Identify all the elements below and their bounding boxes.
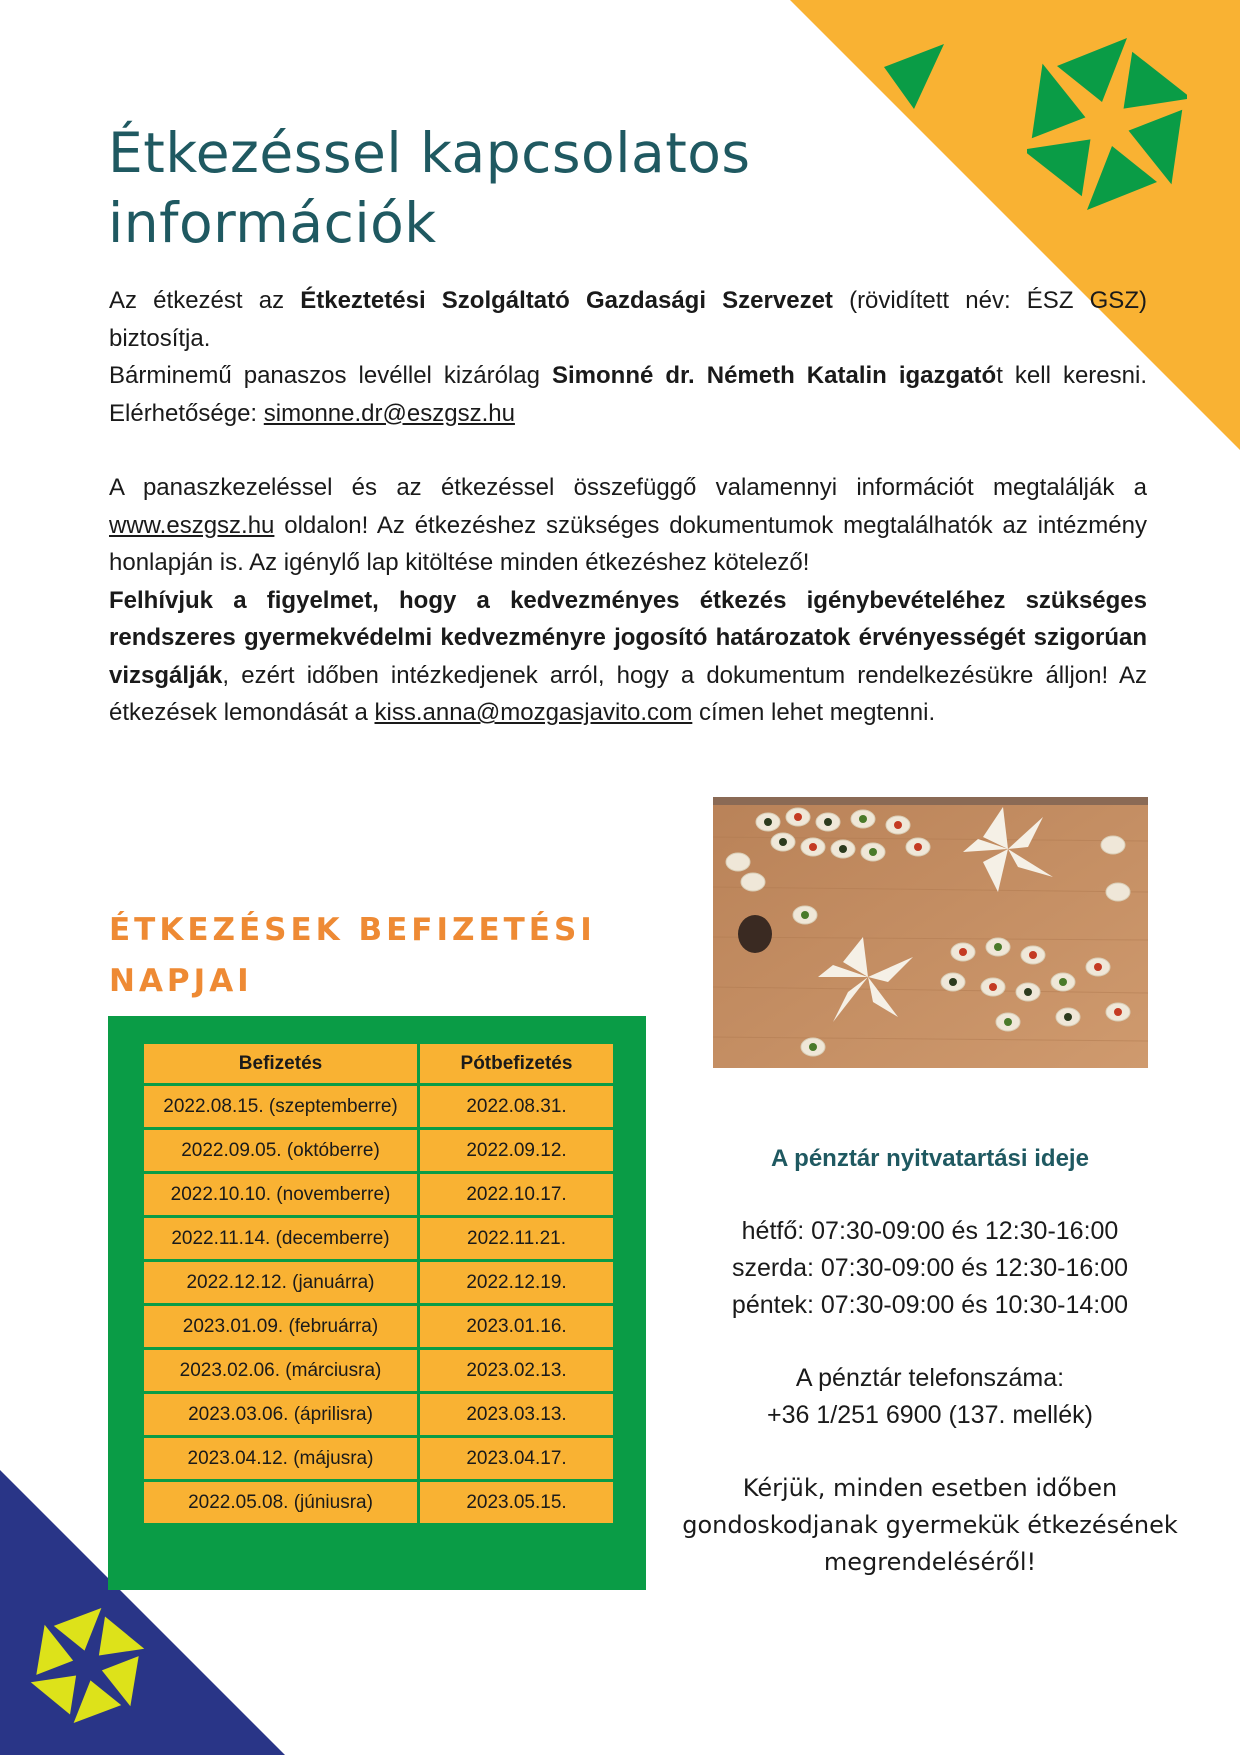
- intro-text: [109, 282, 1147, 732]
- table-row: [143, 1085, 615, 1129]
- intro-text-fragment: t kell keresni. Elérhetősége:: [109, 362, 1147, 427]
- table-row: [143, 1481, 615, 1525]
- payment-date-cell: 2022.05.08. (júniusra): [143, 1481, 419, 1525]
- cashier-reminder: [660, 1470, 1200, 1581]
- payment-date-cell: 2023.02.06. (márciusra): [143, 1349, 419, 1393]
- page-title: [108, 118, 868, 258]
- cashier-phone-number: +36 1/251 6900 (137. mellék): [767, 1401, 1093, 1429]
- late-payment-date-cell: 2023.03.13.: [419, 1393, 615, 1437]
- cashier-phone-label: A pénztár telefonszáma:: [795, 1364, 1065, 1392]
- late-payment-date-cell: 2023.02.13.: [419, 1349, 615, 1393]
- payment-table: [141, 1041, 616, 1526]
- cashier-phone-block: [660, 1360, 1200, 1434]
- reminder-line: megrendeléséről!: [823, 1548, 1037, 1576]
- payment-days-heading-line-2: NAPJAI: [109, 963, 253, 999]
- payment-date-cell: 2023.04.12. (májusra): [143, 1437, 419, 1481]
- organization-name: Étkeztetési Szolgáltató Gazdasági Szervezet: [300, 287, 833, 314]
- intro-text-fragment: (rövidített név: ÉSZ GSZ) biztosítja.: [109, 287, 1147, 352]
- payment-date-cell: 2023.01.09. (februárra): [143, 1305, 419, 1349]
- payment-table-container: [108, 1016, 646, 1590]
- cashier-hours-title: A pénztár nyitvatartási ideje: [771, 1145, 1089, 1172]
- cashier-info: [660, 1140, 1200, 1581]
- table-row: [143, 1129, 615, 1173]
- food-photo: [713, 797, 1148, 1068]
- late-payment-date-cell: 2022.11.21.: [419, 1217, 615, 1261]
- intro-paragraph-1: [109, 282, 1147, 357]
- table-header-row: [143, 1043, 615, 1085]
- payment-days-heading: [109, 905, 596, 1007]
- intro-paragraph-3: [109, 469, 1147, 582]
- payment-date-cell: 2022.09.05. (októberre): [143, 1129, 419, 1173]
- page-title-line-1: Étkezéssel kapcsolatos: [108, 121, 751, 185]
- intro-text-fragment: oldalon! Az étkezéshez szükséges dokumentumok megtalálhatók az intézmény honlapján is. Az igénylő lap kitöltése minden étkezéshez kötelező!: [109, 511, 1147, 576]
- intro-text-fragment: , ezért időben intézkedjenek arról, hogy a dokumentum rendelkezésükre álljon! Az étkezések lemondását a: [109, 661, 1147, 726]
- intro-text-fragment: Az étkezést az: [109, 287, 301, 314]
- table-row: [143, 1349, 615, 1393]
- column-header-payment: Befizetés: [143, 1043, 419, 1085]
- table-row: [143, 1437, 615, 1481]
- intro-text-fragment: Bárminemű panaszos levéllel kizárólag: [109, 362, 552, 389]
- notice-bold-text: Felhívjuk a figyelmet, hogy a kedvezményes étkezés igénybevételéhez szükséges rendszeres gyermekvédelmi kedvezményre jogosító határozatok érvényességét szigorúan vizsgálják: [109, 586, 1147, 689]
- payment-date-cell: 2022.11.14. (decemberre): [143, 1217, 419, 1261]
- website-link[interactable]: www.eszgsz.hu: [109, 511, 275, 539]
- page-title-line-2: információk: [108, 191, 437, 255]
- reminder-line: gondoskodjanak gyermekük étkezésének: [682, 1511, 1178, 1539]
- column-header-late-payment: Pótbefizetés: [419, 1043, 615, 1085]
- late-payment-date-cell: 2022.12.19.: [419, 1261, 615, 1305]
- late-payment-date-cell: 2023.01.16.: [419, 1305, 615, 1349]
- aperture-logo-icon: [30, 1603, 145, 1728]
- cancellation-email-link[interactable]: kiss.anna@mozgasjavito.com: [374, 699, 693, 726]
- director-name: Simonné dr. Németh Katalin igazgató: [552, 362, 997, 389]
- late-payment-date-cell: 2023.05.15.: [419, 1481, 615, 1525]
- table-row: [143, 1305, 615, 1349]
- payment-days-heading-line-1: ÉTKEZÉSEK BEFIZETÉSI: [109, 912, 596, 948]
- cashier-hours-monday: hétfő: 07:30-09:00 és 12:30-16:00: [741, 1217, 1119, 1245]
- intro-paragraph-4: [109, 582, 1147, 732]
- aperture-logo-icon: [1027, 32, 1187, 217]
- intro-text-fragment: címen lehet megtenni.: [692, 699, 936, 726]
- payment-date-cell: 2023.03.06. (áprilisra): [143, 1393, 419, 1437]
- table-row: [143, 1393, 615, 1437]
- late-payment-date-cell: 2023.04.17.: [419, 1437, 615, 1481]
- table-row: [143, 1217, 615, 1261]
- late-payment-date-cell: 2022.08.31.: [419, 1085, 615, 1129]
- payment-date-cell: 2022.10.10. (novemberre): [143, 1173, 419, 1217]
- intro-paragraph-2: [109, 357, 1147, 432]
- director-email-link[interactable]: simonne.dr@eszgsz.hu: [263, 399, 515, 427]
- reminder-line: Kérjük, minden esetben időben: [742, 1474, 1118, 1502]
- cashier-hours-friday: péntek: 07:30-09:00 és 10:30-14:00: [731, 1291, 1129, 1319]
- intro-text-fragment: A panaszkezeléssel és az étkezéssel összefüggő valamennyi információt megtalálják a: [109, 474, 1147, 501]
- payment-date-cell: 2022.12.12. (januárra): [143, 1261, 419, 1305]
- cashier-hours-wednesday: szerda: 07:30-09:00 és 12:30-16:00: [731, 1254, 1129, 1282]
- payment-date-cell: 2022.08.15. (szeptemberre): [143, 1085, 419, 1129]
- late-payment-date-cell: 2022.09.12.: [419, 1129, 615, 1173]
- table-row: [143, 1173, 615, 1217]
- late-payment-date-cell: 2022.10.17.: [419, 1173, 615, 1217]
- table-row: [143, 1261, 615, 1305]
